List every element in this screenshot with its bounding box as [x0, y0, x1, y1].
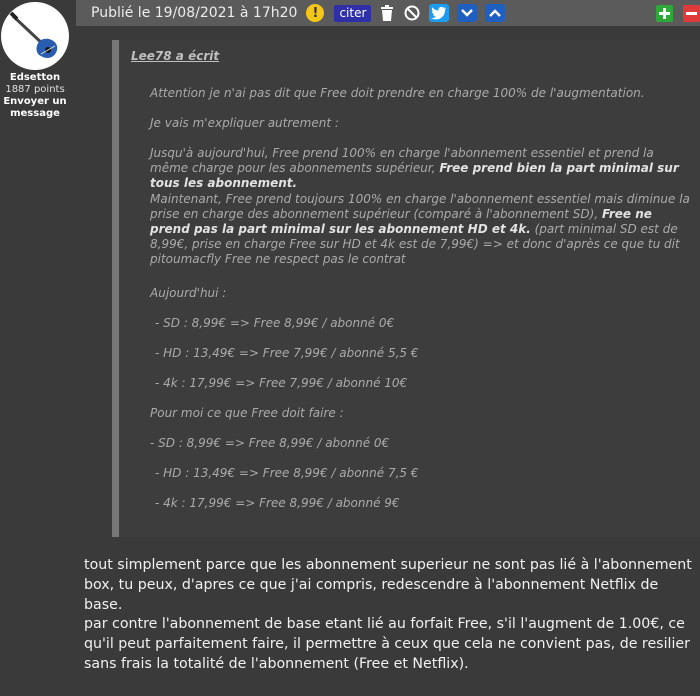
quote-line: - SD : 8,99€ => Free 8,99€ / abonné 0€: [155, 316, 395, 330]
send-message-link[interactable]: Envoyer un message: [3, 96, 67, 119]
reply-paragraph: tout simplement parce que les abonnement superieur ne sont pas lié à l'abonnement box, tu peux, d'apres ce que j'ai compris, redescendre à l'abonnement Netflix de base.: [84, 557, 692, 613]
quote-line: - SD : 8,99€ => Free 8,99€ / abonné 0€: [150, 436, 390, 450]
avatar[interactable]: [1, 2, 69, 70]
minus-icon[interactable]: [683, 5, 700, 22]
citer-button[interactable]: citer: [334, 5, 371, 22]
guitar-icon: [1, 2, 69, 70]
quote-author[interactable]: Lee78 a écrit: [131, 49, 220, 63]
author-name[interactable]: Edsetton: [9, 72, 61, 83]
quote-line: - HD : 13,49€ => Free 8,99€ / abonné 7,5 €: [155, 466, 419, 480]
quote-line: - 4k : 17,99€ => Free 8,99€ / abonné 9€: [155, 496, 400, 510]
chevron-down-icon[interactable]: [457, 4, 477, 22]
report-warning-icon[interactable]: !: [306, 4, 324, 22]
quote-line: - HD : 13,49€ => Free 7,99€ / abonné 5,5 €: [155, 346, 419, 360]
post-date: Publié le 19/08/2021 à 17h20: [91, 5, 298, 21]
twitter-icon[interactable]: [429, 4, 449, 22]
block-icon[interactable]: [403, 4, 421, 22]
author-panel: [0, 0, 70, 120]
author-points: 1887 points: [5, 84, 65, 95]
quote-line: - 4k : 17,99€ => Free 7,99€ / abonné 10€: [155, 376, 408, 390]
plus-icon[interactable]: [656, 5, 673, 22]
post-header: [76, 0, 700, 26]
quote-paragraph: Jusqu'à aujourd'hui, Free prend 100% en charge l'abonnement essentiel et prend la même charge pour les abonnements supérieur, Free prend bien la part minimal sur tous les abonnement.: [150, 146, 679, 190]
quote-paragraph: Attention je n'ai pas dit que Free doit prendre en charge 100% de l'augmentation.: [150, 86, 645, 100]
quote-paragraph: Maintenant, Free prend toujours 100% en charge l'abonnement essentiel mais diminue la prise en charge des abonnement supérieur (comparé à l'abonnement SD), Free ne prend pas la part minimal sur les abonnement HD et 4k. (part minimal SD est de 8,99€, prise en charge Free sur HD et 4k est de 7,99€) => et donc d'après ce que tu dit pitoumacfly Free ne respect pas le contrat: [150, 192, 690, 266]
quote-label: Aujourd'hui :: [150, 286, 227, 300]
chevron-up-icon[interactable]: [485, 4, 505, 22]
quote-block: [112, 40, 700, 537]
quote-paragraph: Je vais m'expliquer autrement :: [150, 116, 339, 130]
trash-icon[interactable]: [379, 4, 395, 22]
reply-paragraph: par contre l'abonnement de base etant lié au forfait Free, s'il l'augment de 1.00€, ce qu'il peut parfaitement faire, il permettre à ceux que cela ne convient pas, de resilier sans frais la totalité de l'abonnement (Free et Netflix).: [84, 616, 690, 672]
quote-label: Pour moi ce que Free doit faire :: [150, 406, 344, 420]
